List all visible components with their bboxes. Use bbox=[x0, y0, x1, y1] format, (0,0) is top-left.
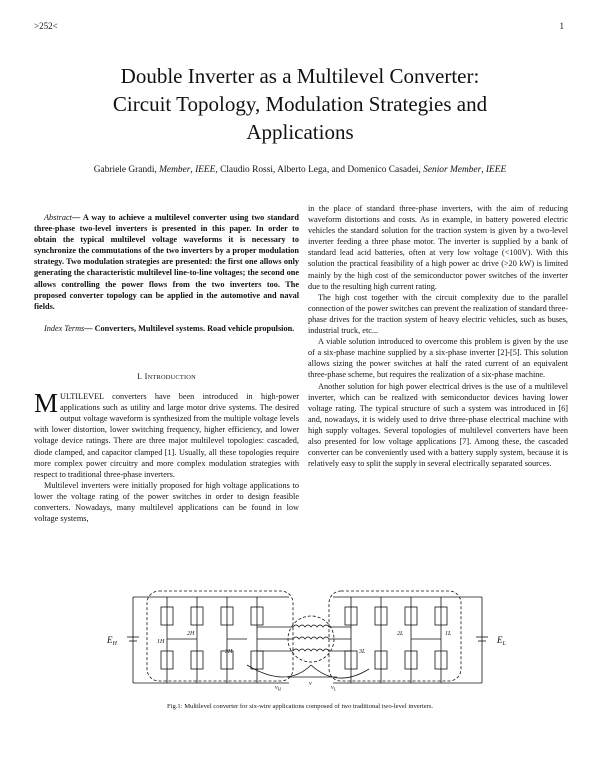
node-1h: 1H bbox=[157, 639, 165, 645]
page-number: 1 bbox=[559, 21, 564, 31]
intro-paragraph-1: MULTILEVEL converters have been introduced in high-power applications such as utility and large motor drive systems. The desired output voltage waveform is synthesized from the multiple voltage levels with lower distortion, lower switching frequency, higher efficiency, and lower voltage device ratings. There are three major multilevel topologies: cascaded, diode clamped, and capacitor clamped [1]. Usually, all these topologies require more complex power circuitry and more complex modulation strategies with respect to traditional three-phase inverters. bbox=[34, 388, 299, 479]
title-line-1: Double Inverter as a Multilevel Converter: bbox=[120, 64, 480, 88]
node-3h: 3H bbox=[225, 649, 233, 655]
circuit-figure bbox=[97, 585, 517, 697]
abstract bbox=[34, 212, 299, 312]
left-column bbox=[34, 212, 299, 524]
title-line-2: Circuit Topology, Modulation Strategies and bbox=[112, 92, 488, 116]
vh-label: $v_H$ bbox=[275, 685, 281, 692]
eh-label: $E_H$ bbox=[107, 635, 117, 647]
title-line-3: Applications bbox=[246, 120, 354, 144]
right-paragraph-2: The high cost together with the circuit complexity due to the parallel connection of the power switches can prevent the realization of standard three-phase drives for the traction system of heavy electric vehicles, such as buses, industrial truck, etc... bbox=[308, 292, 568, 336]
index-terms-label: Index Terms bbox=[44, 323, 85, 333]
vl-label: $v_L$ bbox=[331, 685, 337, 692]
node-2h: 2H bbox=[187, 631, 195, 637]
abstract-label: Abstract bbox=[44, 213, 72, 222]
el-label: $E_L$ bbox=[497, 635, 506, 647]
running-header: >252< bbox=[34, 21, 58, 31]
index-terms bbox=[34, 323, 299, 334]
abstract-text: — A way to achieve a multilevel converter using two standard three-phase two-level inverters is presented in this paper. In order to obtain the typical multilevel voltage waveforms it is necessary to synchronize the commutations of the two inverters by a proper modulation strategy. Two modulation strategies are presented: the first one allows only generating the characteristic multilevel line-to-line voltages; the second one allows controlling the power flows from the two inverters too. The proposed converter topology can be applied in the automotive and naval fields. bbox=[34, 213, 299, 311]
intro-paragraph-2: Multilevel inverters were initially proposed for high voltage applications to lower the voltage rating of the power switches in order to design feasible converters. Nowadays, many multilevel applications can be found in low voltage systems, bbox=[34, 480, 299, 524]
right-paragraph-4: Another solution for high power electrical drives is the use of a multilevel inverter, which can be realized with semiconductor devices having lower voltage rating. The typical structure of such a system was introduced in [6] and, nowadays, it is widely used to drive three-phase electrical machine with high supply voltages. Several topologies of multilevel converters have been also presented for low voltage applications [7]. Among these, the cascaded converter can be conveniently used with a battery supply system, because it is relatively easy to split the supply in several electrically separated sources. bbox=[308, 381, 568, 469]
author-list: Gabriele Grandi, Member, IEEE, Claudio Rossi, Alberto Lega, and Domenico Casadei, Senior Member, IEEE bbox=[93, 165, 507, 175]
index-terms-text: — Converters, Multilevel systems. Road vehicle propulsion. bbox=[84, 323, 295, 333]
figure-caption: Fig.1: Multilevel converter for six-wire applications composed of two traditional two-level inverters. bbox=[166, 703, 434, 710]
drop-cap: M bbox=[34, 388, 59, 419]
node-2l: 2L bbox=[397, 631, 404, 637]
node-1l: 1L bbox=[445, 631, 452, 637]
right-column bbox=[308, 203, 568, 469]
v-label: v bbox=[309, 681, 312, 687]
right-paragraph-3: A viable solution introduced to overcome this problem is given by the use of a six-phase machine supplied by a six-phase inverter [2]-[5]. This solution allows sizing the power switches at half the rated current of an equivalent three-phase scheme, but requires the realization of a six-phase machine. bbox=[308, 337, 568, 380]
section-heading: I. INTRODUCTION bbox=[137, 371, 196, 381]
node-3l: 3L bbox=[359, 649, 366, 655]
paper-title bbox=[40, 62, 560, 146]
right-paragraph-1: in the place of standard three-phase inverters, with the aim of reducing waveform distortions and costs. As in example, in battery powered electric vehicles the standard solution for the traction system is given by a two-level inverter feeding a three phase motor. The inverter is supplied by a bank of standard lead acid batteries, often at very low voltage (<100V). With this solution the practical feasibility of a high power ac drive (>20 kW) is limited mainly by the high cost of the semiconductor power switches of the inverter due to the resulting high current rating. bbox=[308, 204, 568, 291]
